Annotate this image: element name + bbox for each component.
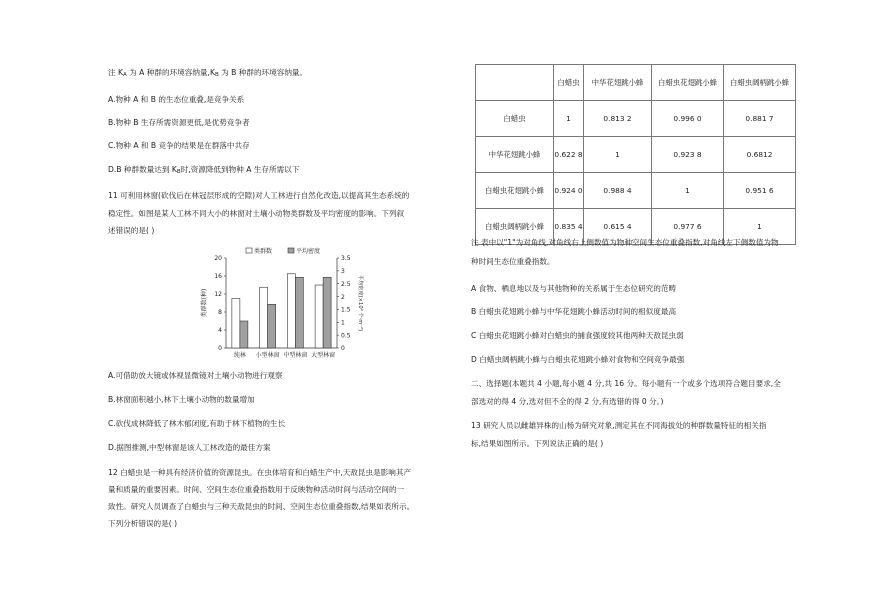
table-header-cell: 中华花翅跳小蜂 [584, 65, 652, 101]
table-cell: 0.881 7 [724, 101, 796, 137]
option-b: B.物种 B 生存所需资源更低,是优势竞争者 [108, 118, 250, 127]
x-tick-label: 大型林窗 [311, 352, 336, 359]
question-12-line3: 致性。研究人员调查了白蜡虫与三种天敌昆虫的时间、空间生态位重叠指数,结果如表所示。 [108, 502, 415, 511]
bar-平均密度 [295, 277, 303, 348]
table-header-cell [476, 65, 554, 101]
question-11-line3: 述错误的是( ) [108, 226, 155, 235]
legend-swatch [246, 248, 252, 253]
question-12-line4: 下列分析错误的是( ) [108, 519, 178, 528]
table-header-cell: 白蜡虫 [554, 65, 584, 101]
bar-平均密度 [268, 304, 276, 348]
y-tick-label-right: 1.5 [341, 306, 351, 314]
table-cell: 0.615 4 [584, 209, 652, 245]
y-axis-label-left: 类群数(种) [201, 288, 208, 318]
question-11-line2: 稳定性。如图是某人工林不同大小的林窗对土壤小动物类群数及平均密度的影响。下列叙 [108, 209, 405, 218]
y-tick-label-right: 2 [341, 293, 345, 301]
option-c: C.物种 A 和 B 竞争的结果是在群落中共存 [108, 141, 250, 150]
table-header-cell: 白蜡虫花翅跳小蜂 [652, 65, 724, 101]
table-cell: 1 [652, 173, 724, 209]
table-header-row [476, 65, 796, 101]
question-12-option-b: B 白蜡虫花翅跳小蜂与中华花翅跳小蜂活动时间的相似度最高 [471, 307, 677, 316]
y-tick-label-right: 3.5 [341, 255, 351, 263]
question-11-option-c: C.砍伐成林降低了林木郁闭度,有助于林下植物的生长 [108, 419, 286, 428]
bar-chart [196, 244, 366, 362]
y-tick-label-left: 8 [218, 309, 222, 317]
x-tick-label: 纯林 [233, 352, 246, 359]
table-row [476, 173, 796, 209]
table-cell: 1 [554, 101, 584, 137]
section-2-line1: 二、选择题(本题共 4 小题,每小题 4 分,共 16 分。每小题有一个或多个选项符合题目要求,全 [471, 379, 781, 388]
table-row-label: 白蜡虫阔柄跳小蜂 [476, 209, 554, 245]
y-tick-label-left: 12 [214, 291, 222, 299]
table-cell: 1 [724, 209, 796, 245]
table-note-line2: 种时间生态位重叠指数。 [471, 257, 555, 266]
bar-类群数 [260, 287, 268, 348]
table-row [476, 101, 796, 137]
question-13-line2: 标,结果如图所示。下列说法正确的是( ) [471, 439, 604, 448]
option-d: D.B 种群数量达到 $K_B$时,资源降低到物种 A 生存所需以下 [108, 165, 300, 175]
question-12-option-c: C 白蜡虫花翅跳小蜂对白蜡虫的捕食强度较其他两种天敌昆虫弱 [471, 331, 684, 340]
y-axis-label-right: 平均密度(×10⁴ 个·m⁻²) [357, 274, 363, 332]
bar-类群数 [287, 274, 295, 348]
y-tick-label-left: 16 [214, 273, 222, 281]
x-tick-label: 小型林窗 [255, 352, 280, 359]
question-11-option-a: A.可借助放大镜或体视显微镜对土壤小动物进行观察 [108, 371, 283, 380]
table-cell: 0.924 0 [554, 173, 584, 209]
y-tick-label-left: 0 [218, 345, 222, 353]
bar-平均密度 [323, 277, 331, 348]
table-row-label: 白蜡虫 [476, 101, 554, 137]
table-cell: 0.622 8 [554, 137, 584, 173]
option-a: A.物种 A 和 B 的生态位重叠,是竞争关系 [108, 95, 245, 104]
x-tick-label: 中型林窗 [283, 352, 308, 359]
question-12-option-d: D 白蜡虫阔柄跳小蜂与白蜡虫花翅跳小蜂对食物和空间竞争最强 [471, 355, 685, 364]
table-cell: 0.813 2 [584, 101, 652, 137]
table-cell: 0.988 4 [584, 173, 652, 209]
table-cell: 0.923 8 [652, 137, 724, 173]
table-cell: 0.835 4 [554, 209, 584, 245]
y-tick-label-left: 20 [214, 255, 222, 263]
y-tick-label-right: 1 [341, 319, 345, 327]
question-12-line2: 量和质量的重要因素。时间、空间生态位重叠指数用于反映物种活动时间与活动空间的一 [108, 485, 405, 494]
y-tick-label-right: 3 [341, 268, 345, 276]
question-11-option-d: D.据图推测,中型林窗是该人工林改造的最佳方案 [108, 443, 271, 452]
table-cell: 0.996 0 [652, 101, 724, 137]
question-11-option-b: B.林窗面积越小,林下土壤小动物的数量增加 [108, 395, 255, 404]
y-tick-label-right: 0.5 [341, 332, 351, 340]
question-11-line1: 11 可利用林窗(砍伐后在林冠层形成的空隙)对人工林进行自然化改造,以提高其生态系统的 [108, 191, 410, 200]
question-12-option-a: A 食物、栖息地以及与其他物种的关系属于生态位研究的范畴 [471, 284, 677, 293]
bar-类群数 [315, 285, 323, 348]
question-13-line1: 13 研究人员以雌雄异株的山杨为研究对象,测定其在不同海拔处的种群数量特征的相关指 [471, 421, 767, 430]
table-cell: 0.977 6 [652, 209, 724, 245]
bar-类群数 [232, 299, 240, 349]
overlap-index-table [475, 64, 796, 245]
table-note-line1: 注 表中以"1"为对角线,对角线右上侧数值为物种空间生态位重叠指数,对角线左下侧数值为物 [471, 238, 779, 247]
table-row-label: 中华花翅跳小蜂 [476, 137, 554, 173]
y-tick-label-right: 0 [341, 345, 345, 353]
table-row-label: 白蜡虫花翅跳小蜂 [476, 173, 554, 209]
table-cell: 0.951 6 [724, 173, 796, 209]
legend-label: 平均密度 [296, 248, 321, 255]
y-tick-label-right: 2.5 [341, 280, 351, 288]
table-cell: 1 [584, 137, 652, 173]
legend-swatch [288, 248, 294, 253]
section-2-line2: 部选对的得 4 分,选对但不全的得 2 分,有选错的得 0 分。) [471, 397, 664, 406]
table-row [476, 137, 796, 173]
table-header-cell: 白蜡虫阔柄跳小蜂 [724, 65, 796, 101]
note-k: 注 $K_A$ 为 A 种群的环境容纳量$,K_B$ 为 B 种群的环境容纳量。 [108, 68, 308, 78]
bar-平均密度 [240, 321, 248, 348]
question-12-line1: 12 白蜡虫是一种具有经济价值的资源昆虫。在虫体培育和白蜡生产中,天敌昆虫是影响其产 [108, 468, 412, 477]
table-cell: 0.6812 [724, 137, 796, 173]
y-tick-label-left: 4 [218, 327, 222, 335]
legend-label: 类群数 [254, 248, 273, 255]
